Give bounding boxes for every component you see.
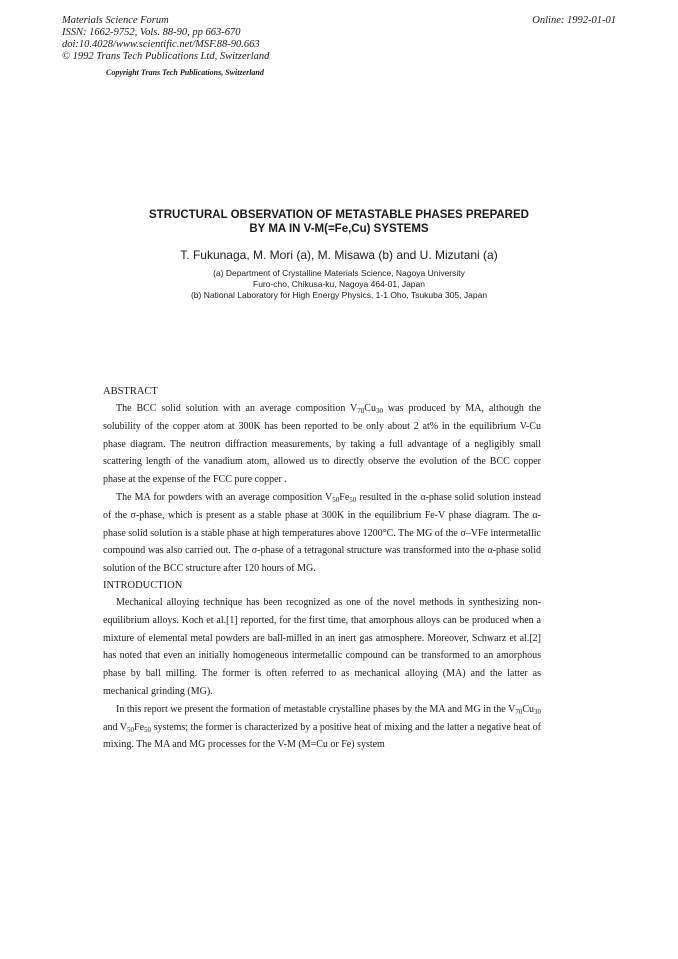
introduction-paragraph-1: Mechanical alloying technique has been recognized as one of the novel methods in synthesizing non-equilibrium alloys. Koch et al.[1] reported, for the first time, that amorphous alloys can be produced when a mixture of elemental metal powders are ball-milled in an inert gas atmosphere. Moreover, Schwarz et al.[2] has noted that even an initially homogeneous intermetallic compound can be transformed to an amorphous phase by ball milling. The former is often referred to as mechanical alloying (MA) and the latter as mechanical grinding (MG). <box>103 597 541 697</box>
abstract-paragraph-1: The BCC solid solution with an average composition $V_{70}Cu_{30}$ was produced by MA, although the solubility of the copper atom at 300K has been reported to be only about 2 at% in the equilibrium V-Cu phase diagram. The neutron diffraction measurements, by taking a full advantage of a negligibly small scattering length of the vanadium atom, allowed us to directly observe the evolution of the BCC copper phase at the expense of the FCC pure copper . <box>103 403 541 486</box>
title-line-2: BY MA IN V-M(=Fe,Cu) SYSTEMS <box>249 223 429 235</box>
paper-title <box>90 208 588 236</box>
abstract-body <box>103 400 541 578</box>
copyright-line: © 1992 Trans Tech Publications Ltd, Switzerland <box>62 51 270 62</box>
affiliation-a-line-1: (a) Department of Crystalline Materials Science, Nagoya University <box>213 268 465 278</box>
author-list: T. Fukunaga, M. Mori (a), M. Misawa (b) and U. Mizutani (a) <box>180 248 498 262</box>
title-line-1: STRUCTURAL OBSERVATION OF METASTABLE PHASES PREPARED <box>149 209 529 221</box>
affiliation-b: (b) National Laboratory for High Energy Physics, 1-1 Oho, Tsukuba 305, Japan <box>190 290 488 300</box>
doi-line[interactable]: doi:10.4028/www.scientific.net/MSF.88-90.663 <box>62 39 260 50</box>
abstract-heading: ABSTRACT <box>103 386 158 397</box>
introduction-heading: INTRODUCTION <box>103 580 183 591</box>
introduction-body <box>103 594 541 754</box>
introduction-paragraph-2: In this report we present the formation of metastable crystalline phases by the MA and MG in the $V_{70}Cu_{30}$ and $V_{50}Fe_{50}$ systems; the former is characterized by a positive heat of mixing and the latter a negative heat of mixing. The MA and MG processes for the V-M (M=Cu or Fe) system <box>103 703 541 751</box>
online-date: Online: 1992-01-01 <box>532 15 616 26</box>
affiliations <box>90 268 588 301</box>
abstract-paragraph-2: The MA for powders with an average composition $V_{50}Fe_{50}$ resulted in the α-phase solid solution instead of the σ-phase, which is present as a stable phase at 300K in the equilibrium Fe-V phase diagram. The α-phase solid solution is a stable phase at high temperatures above 1200°C. The MG of the σ–VFe intermetallic compound was also carried out. The σ-phase of a tetragonal structure was transformed into the α-phase solid solution of the BCC structure after 120 hours of MG. <box>103 491 541 575</box>
affiliation-a-line-2: Furo-cho, Chikusa-ku, Nagoya 464-01, Japan <box>253 279 425 289</box>
issn-line: ISSN: 1662-9752, Vols. 88-90, pp 663-670 <box>62 27 241 38</box>
publication-metadata <box>62 15 269 63</box>
journal-name: Materials Science Forum <box>62 15 169 26</box>
copyright-notice: Copyright Trans Tech Publications, Switzerland <box>106 68 264 77</box>
